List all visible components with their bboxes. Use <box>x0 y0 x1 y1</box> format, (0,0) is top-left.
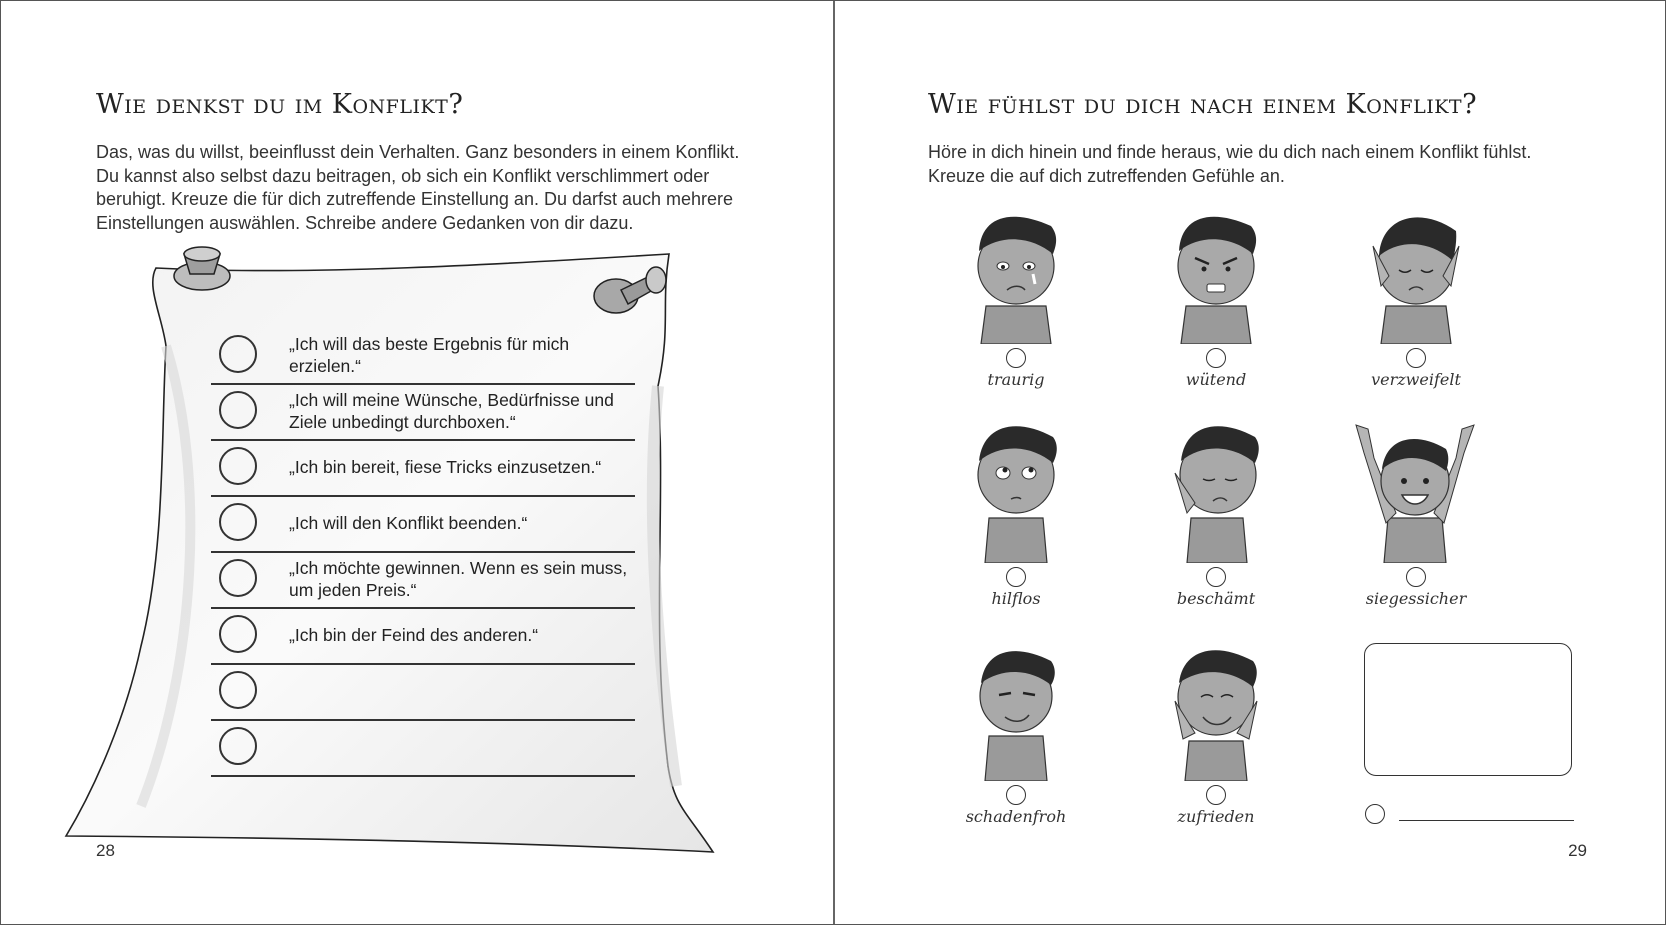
feeling-confident <box>1326 413 1506 608</box>
feeling-radio[interactable] <box>1206 785 1226 805</box>
checklist-row <box>211 497 635 553</box>
pushpin-left-icon <box>174 247 230 290</box>
feeling-radio[interactable] <box>1006 567 1026 587</box>
checkbox-circle[interactable] <box>219 615 257 653</box>
page-number-right: 29 <box>1568 841 1587 860</box>
checklist-row <box>211 441 635 497</box>
checklist-write-in[interactable] <box>289 721 634 773</box>
checklist-text: „Ich bin der Feind des anderen.“ <box>289 625 539 645</box>
checklist-text: „Ich will den Konflikt beenden.“ <box>289 513 528 533</box>
feeling-label: verzweifelt <box>1371 370 1461 389</box>
right-page-title: Wie fühlst du dich nach einem Konflikt? <box>928 89 1478 120</box>
ashamed-boy-icon <box>1161 413 1271 563</box>
checklist-row <box>211 609 635 665</box>
left-page <box>1 1 833 924</box>
checklist-text: „Ich bin bereit, fiese Tricks einzusetzen.“ <box>289 457 602 477</box>
checklist-row-blank <box>211 721 635 777</box>
feeling-label: wütend <box>1185 370 1247 389</box>
gloating-boy-icon <box>961 641 1071 781</box>
feeling-label: siegessicher <box>1365 589 1467 608</box>
right-page <box>835 1 1665 924</box>
own-feeling-drawing-box[interactable] <box>1364 643 1572 776</box>
feeling-label: hilflos <box>991 589 1041 608</box>
feeling-sad <box>926 206 1106 389</box>
sad-boy-icon <box>961 206 1071 344</box>
feeling-label: beschämt <box>1176 589 1256 608</box>
checklist-text: „Ich möchte gewinnen. Wenn es sein muss, um jeden Preis.“ <box>289 558 628 600</box>
left-page-title: Wie denkst du im Konflikt? <box>96 89 464 120</box>
own-feeling-write-line[interactable] <box>1399 820 1574 821</box>
feeling-radio[interactable] <box>1206 567 1226 587</box>
feeling-radio[interactable] <box>1406 348 1426 368</box>
feeling-radio[interactable] <box>1006 348 1026 368</box>
checkbox-circle[interactable] <box>219 503 257 541</box>
checkbox-circle[interactable] <box>219 727 257 765</box>
right-page-intro: Höre in dich hinein und finde heraus, wie du dich nach einem Konflikt fühlst. Kreuze die auf dich zutreffenden Gefühle an. <box>928 142 1532 186</box>
checklist-row <box>211 553 635 609</box>
left-page-intro: Das, was du willst, beeinflusst dein Verhalten. Ganz besonders in einem Konflikt. Du kannst also selbst dazu beitragen, ob sich ein Konflikt verschlimmert oder beruhigt. Kreuze die für dich zutreffende Einstellung an. Du darfst auch mehrere Einstellungen auswählen. Schreibe andere Gedanken von dir dazu. <box>96 142 740 233</box>
feeling-angry <box>1126 206 1306 389</box>
feeling-content <box>1126 641 1306 826</box>
page-number-left: 28 <box>96 841 115 860</box>
checkbox-circle[interactable] <box>219 559 257 597</box>
feeling-label: zufrieden <box>1177 807 1255 826</box>
confident-boy-icon <box>1346 413 1486 563</box>
checklist-row-blank <box>211 665 635 721</box>
feeling-helpless <box>926 413 1106 608</box>
checklist-row <box>211 385 635 441</box>
feeling-radio[interactable] <box>1406 567 1426 587</box>
checklist-write-in[interactable] <box>289 665 634 717</box>
feeling-gloating <box>926 641 1106 826</box>
feeling-radio[interactable] <box>1206 348 1226 368</box>
angry-boy-icon <box>1161 206 1271 344</box>
desperate-boy-icon <box>1361 206 1471 344</box>
checklist-text: „Ich will meine Wünsche, Bedürfnisse und Ziele unbedingt durchboxen.“ <box>289 390 614 432</box>
checklist-text: „Ich will das beste Ergebnis für mich erzielen.“ <box>289 334 570 376</box>
checkbox-circle[interactable] <box>219 671 257 709</box>
feeling-radio[interactable] <box>1006 785 1026 805</box>
feeling-desperate <box>1326 206 1506 389</box>
own-feeling-radio[interactable] <box>1365 804 1385 824</box>
feeling-ashamed <box>1126 413 1306 608</box>
feeling-label: schadenfroh <box>965 807 1067 826</box>
checkbox-circle[interactable] <box>219 391 257 429</box>
helpless-boy-icon <box>961 413 1071 563</box>
checklist-row <box>211 329 635 385</box>
attitude-checklist <box>211 329 635 777</box>
checkbox-circle[interactable] <box>219 447 257 485</box>
checkbox-circle[interactable] <box>219 335 257 373</box>
content-boy-icon <box>1161 641 1271 781</box>
feeling-label: traurig <box>987 370 1045 389</box>
